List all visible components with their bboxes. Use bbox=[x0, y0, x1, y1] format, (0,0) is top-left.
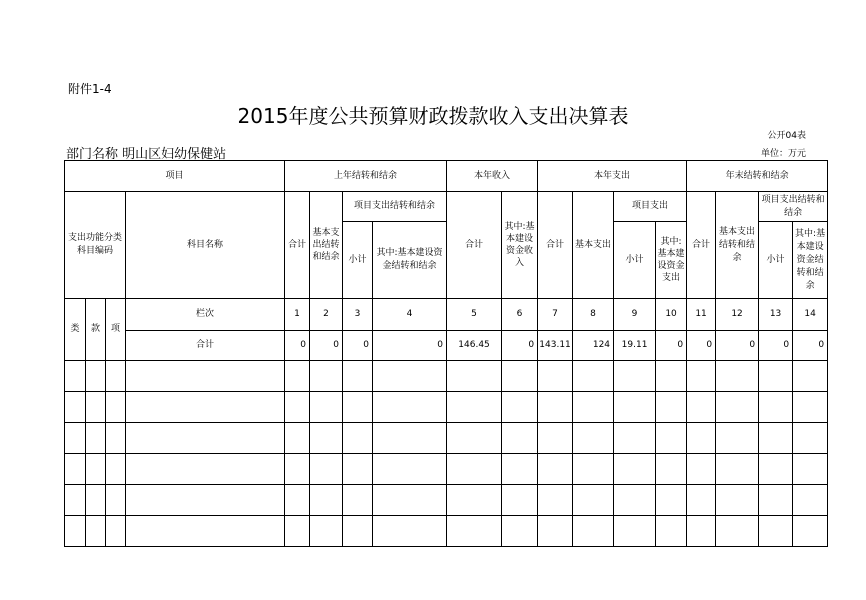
empty-row bbox=[65, 361, 828, 392]
header-prev-project-balance: 项目支出结转和结余 bbox=[343, 192, 447, 222]
header-prev-basic-balance: 基本支出结转和结余 bbox=[310, 192, 343, 299]
header-end-subtotal: 小计 bbox=[759, 222, 793, 299]
column-number: 10 bbox=[656, 299, 687, 331]
total-cell: 0 bbox=[310, 331, 343, 361]
header-income-construction: 其中:基本建设资金收入 bbox=[502, 192, 538, 299]
header-end-project-balance: 项目支出结转和结余 bbox=[759, 192, 828, 222]
header-func-code: 支出功能分类科目编码 bbox=[65, 192, 126, 299]
header-expense-construction: 其中:基本建设资金支出 bbox=[656, 222, 687, 299]
column-number: 12 bbox=[716, 299, 759, 331]
header-item: 项目 bbox=[65, 161, 285, 192]
empty-row bbox=[65, 485, 828, 516]
header-prev-construction: 其中:基本建设资金结转和结余 bbox=[373, 222, 447, 299]
column-number: 11 bbox=[687, 299, 716, 331]
total-cell: 19.11 bbox=[614, 331, 656, 361]
header-end-balance: 年末结转和结余 bbox=[687, 161, 828, 192]
column-number: 2 bbox=[310, 299, 343, 331]
header-category: 类 bbox=[65, 299, 86, 361]
header-column-order: 栏次 bbox=[126, 299, 285, 331]
unit-label: 单位：万元 bbox=[760, 149, 806, 159]
empty-row bbox=[65, 454, 828, 485]
header-income-total: 合计 bbox=[447, 192, 502, 299]
column-number: 4 bbox=[373, 299, 447, 331]
header-project-expense: 项目支出 bbox=[614, 192, 687, 222]
department-name: 部门名称 明山区妇幼保健站 bbox=[66, 147, 227, 162]
total-cell: 0 bbox=[373, 331, 447, 361]
header-end-total: 合计 bbox=[687, 192, 716, 299]
header-prev-total: 合计 bbox=[285, 192, 310, 299]
header-end-construction: 其中:基本建设资金结转和结余 bbox=[793, 222, 828, 299]
total-cell: 0 bbox=[793, 331, 828, 361]
empty-row bbox=[65, 392, 828, 423]
total-cell: 0 bbox=[759, 331, 793, 361]
column-number: 7 bbox=[538, 299, 573, 331]
column-number: 9 bbox=[614, 299, 656, 331]
column-number: 6 bbox=[502, 299, 538, 331]
column-number: 1 bbox=[285, 299, 310, 331]
total-cell: 0 bbox=[343, 331, 373, 361]
total-cell: 143.11 bbox=[538, 331, 573, 361]
column-number: 14 bbox=[793, 299, 828, 331]
header-curr-expense: 本年支出 bbox=[538, 161, 687, 192]
header-curr-income: 本年收入 bbox=[447, 161, 538, 192]
column-number: 3 bbox=[343, 299, 373, 331]
total-cell: 146.45 bbox=[447, 331, 502, 361]
total-cell: 0 bbox=[656, 331, 687, 361]
header-section: 款 bbox=[86, 299, 106, 361]
budget-table bbox=[64, 160, 828, 547]
total-cell: 0 bbox=[502, 331, 538, 361]
empty-row bbox=[65, 516, 828, 547]
header-expense-subtotal: 小计 bbox=[614, 222, 656, 299]
total-row-label: 合计 bbox=[126, 331, 285, 361]
attachment-label: 附件1-4 bbox=[68, 82, 112, 96]
header-expense-total: 合计 bbox=[538, 192, 573, 299]
column-number: 5 bbox=[447, 299, 502, 331]
header-basic-expense: 基本支出 bbox=[573, 192, 614, 299]
form-code: 公开04表 bbox=[767, 131, 806, 141]
total-cell: 124 bbox=[573, 331, 614, 361]
header-entry: 项 bbox=[106, 299, 126, 361]
header-end-basic-balance: 基本支出结转和结余 bbox=[716, 192, 759, 299]
empty-row bbox=[65, 423, 828, 454]
total-cell: 0 bbox=[687, 331, 716, 361]
document-title: 2015年度公共预算财政拨款收入支出决算表 bbox=[237, 104, 629, 128]
header-prev-subtotal: 小计 bbox=[343, 222, 373, 299]
header-prev-balance: 上年结转和结余 bbox=[285, 161, 447, 192]
header-subject-name: 科目名称 bbox=[126, 192, 285, 299]
total-cell: 0 bbox=[716, 331, 759, 361]
column-number: 8 bbox=[573, 299, 614, 331]
column-number: 13 bbox=[759, 299, 793, 331]
total-cell: 0 bbox=[285, 331, 310, 361]
